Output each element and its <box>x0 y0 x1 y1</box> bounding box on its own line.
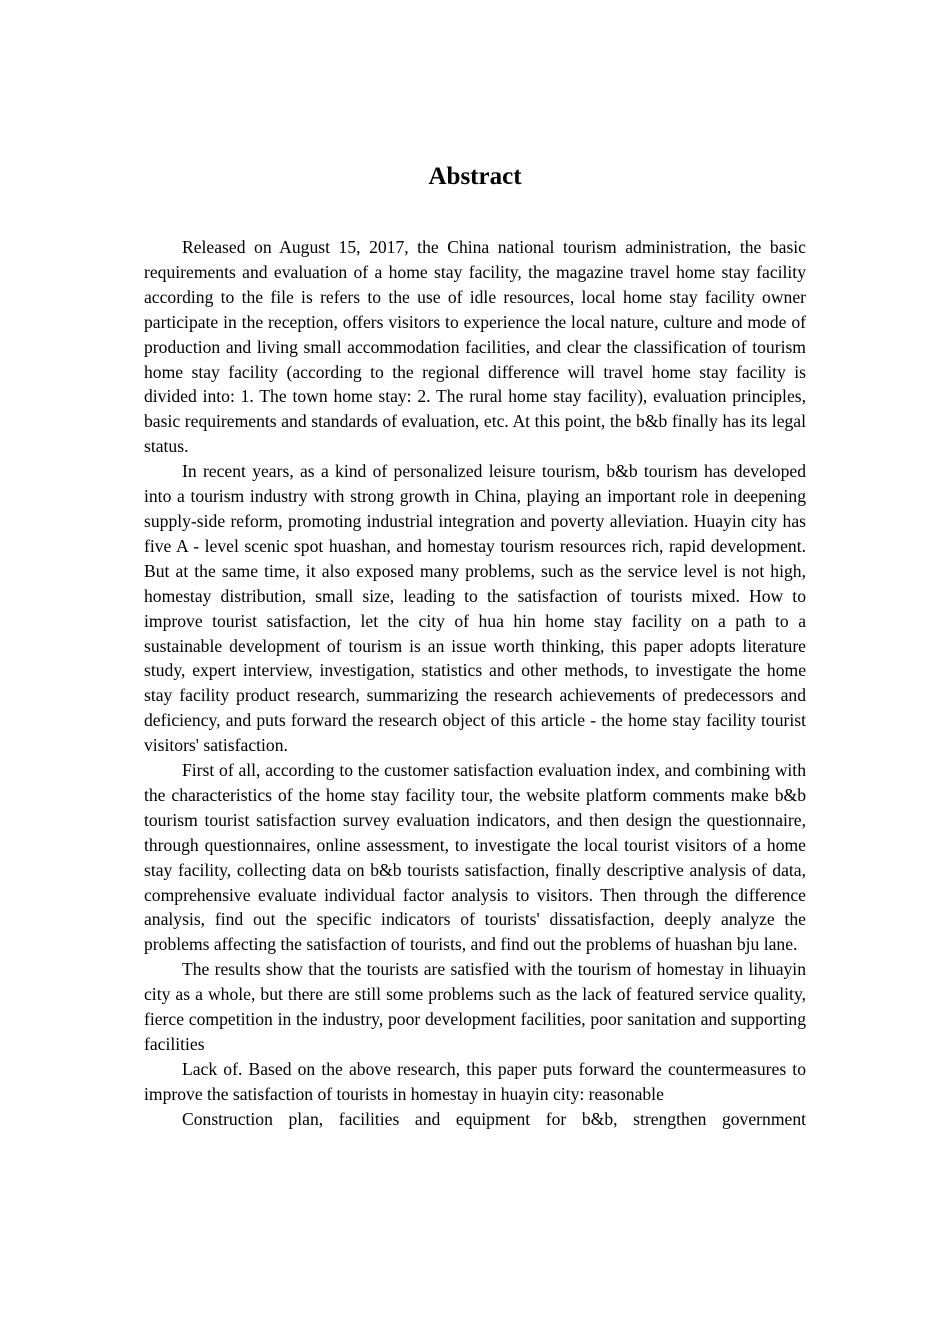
paragraph-5: Lack of. Based on the above research, this paper puts forward the countermeasures to improve the satisfaction of tourists in homestay in huayin city: reasonable <box>144 1058 806 1104</box>
page-title: Abstract <box>428 163 522 190</box>
paragraph-2: In recent years, as a kind of personalized leisure tourism, b&b tourism has developed into a tourism industry with strong growth in China, playing an important role in deepening supply-side reform, promoting industrial integration and poverty alleviation. Huayin city has five A - level scenic spot huashan, and homestay tourism resources rich, rapid development. But at the same time, it also exposed many problems, such as the service level is not high, homestay distribution, small size, leading to the satisfaction of tourists mixed. How to improve tourist satisfaction, let the city of hua hin home stay facility on a path to a sustainable development of tourism is an issue worth thinking, this paper adopts literature study, expert interview, investigation, statistics and other methods, to investigate the home stay facility product research, summarizing the research achievements of predecessors and deficiency, and puts forward the research object of this article - the home stay facility tourist visitors' satisfaction. <box>144 461 806 756</box>
paragraph-6: Construction plan, facilities and equipment for b&b, strengthen government <box>182 1108 806 1129</box>
paragraph-4: The results show that the tourists are satisfied with the tourism of homestay in lihuayin city as a whole, but there are still some problems such as the lack of featured service quality, fierce competition in the industry, poor development facilities, poor sanitation and supporting facilities <box>144 959 806 1054</box>
abstract-body <box>144 235 806 1132</box>
paragraph-3: First of all, according to the customer satisfaction evaluation index, and combining with the characteristics of the home stay facility tour, the website platform comments make b&b tourism tourist satisfaction survey evaluation indicators, and then design the questionnaire, through questionnaires, online assessment, to investigate the local tourist visitors of a home stay facility, collecting data on b&b tourists satisfaction, finally descriptive analysis of data, comprehensive evaluate individual factor analysis to visitors. Then through the difference analysis, find out the specific indicators of tourists' dissatisfaction, deeply analyze the problems affecting the satisfaction of tourists, and find out the problems of huashan bju lane. <box>144 760 806 955</box>
paragraph-1: Released on August 15, 2017, the China national tourism administration, the basic requirements and evaluation of a home stay facility, the magazine travel home stay facility according to the file is refers to the use of idle resources, local home stay facility owner participate in the reception, offers visitors to experience the local nature, culture and mode of production and living small accommodation facilities, and clear the classification of tourism home stay facility (according to the regional difference will travel home stay facility is divided into: 1. The town home stay: 2. The rural home stay facility), evaluation principles, basic requirements and standards of evaluation, etc. At this point, the b&b finally has its legal status. <box>144 237 806 457</box>
